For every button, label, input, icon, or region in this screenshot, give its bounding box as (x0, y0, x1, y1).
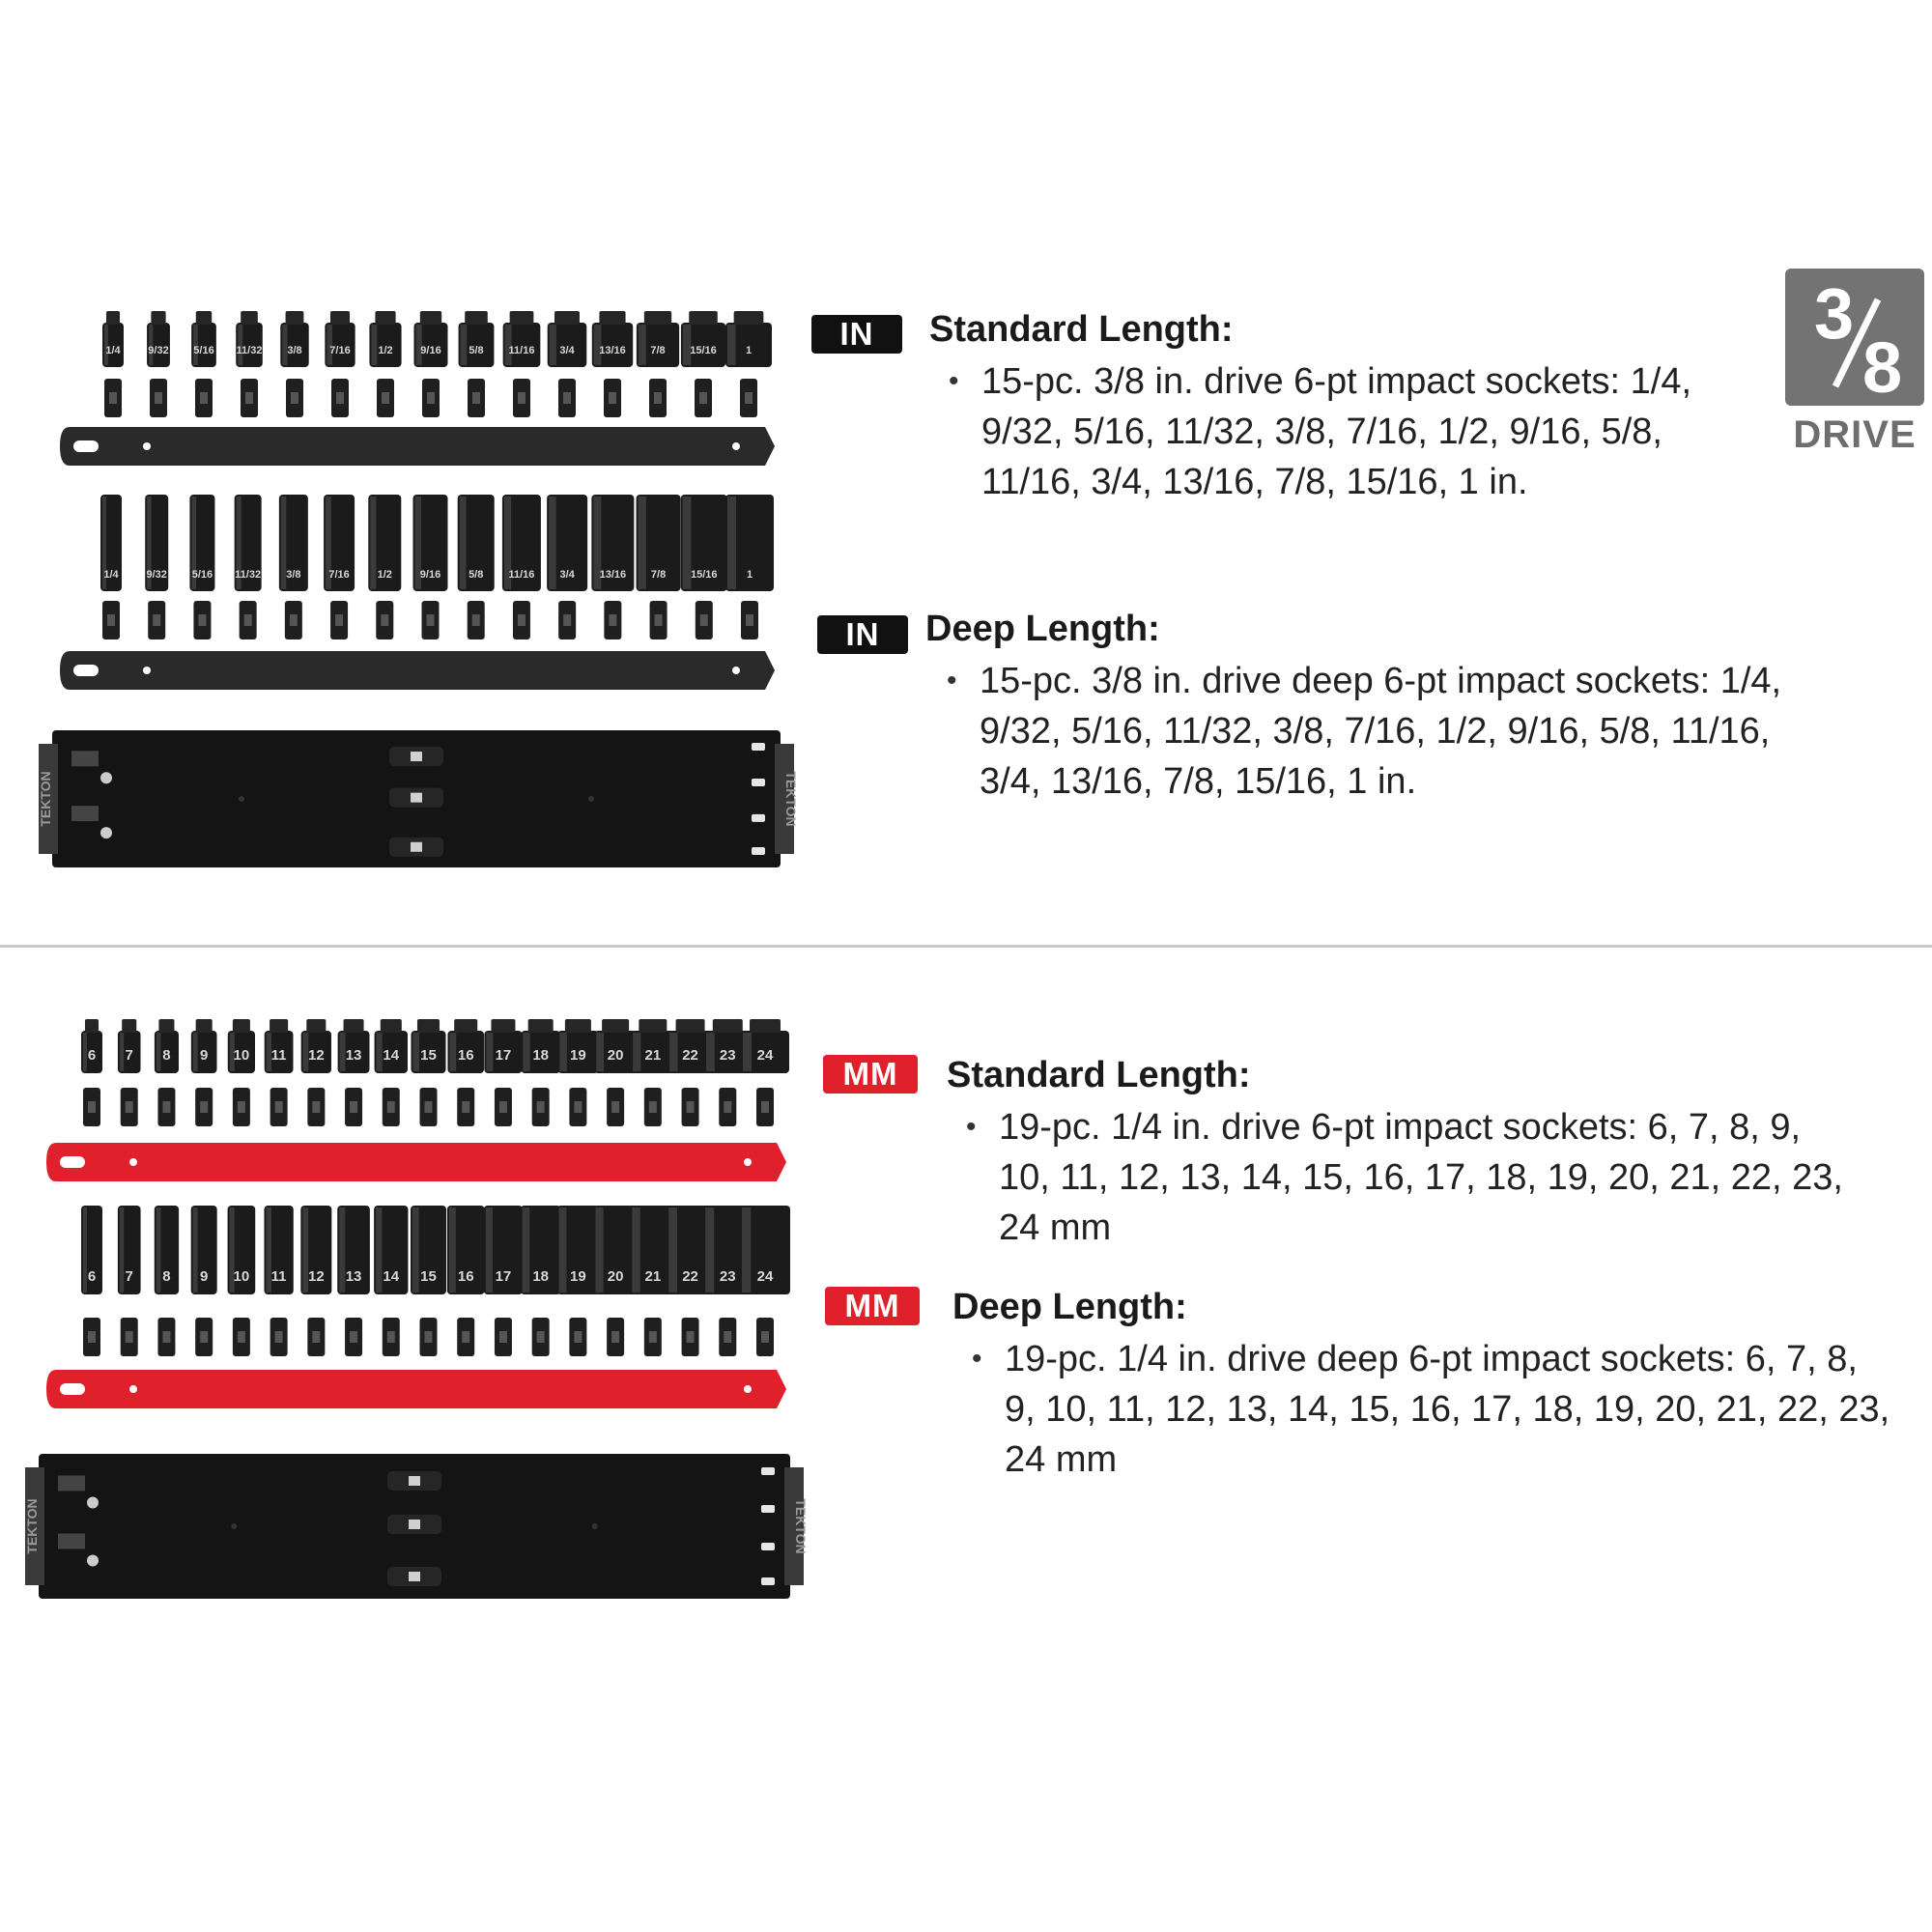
brand-mark: TEKTON (793, 1498, 809, 1554)
bullet-dot: • (949, 365, 959, 397)
bullet-dot: • (947, 665, 957, 696)
socket-clip-notch (290, 614, 298, 626)
socket-clip-notch (746, 614, 753, 626)
socket-neck (344, 1019, 364, 1033)
socket-neck (454, 1019, 477, 1033)
socket-neck (330, 311, 350, 325)
socket-size-label: 3/8 (287, 345, 302, 356)
socket-highlight (193, 1033, 198, 1071)
socket-neck (196, 311, 212, 325)
tray-hook (58, 1534, 85, 1549)
socket-clip-notch (462, 1331, 469, 1343)
socket-neck (599, 311, 625, 325)
socket-highlight (370, 497, 376, 589)
socket-neck (306, 1019, 326, 1033)
tray-hook (71, 806, 99, 821)
socket-neck (381, 1019, 402, 1033)
bullet-mm-deep (972, 1334, 1889, 1485)
socket-highlight (727, 325, 736, 365)
socket-highlight (639, 325, 646, 365)
brand-mark: TEKTON (783, 771, 799, 827)
socket-clip-notch (200, 1331, 208, 1343)
socket-clip-notch (238, 1331, 245, 1343)
socket-neck (734, 311, 764, 325)
socket-size-label: 18 (532, 1268, 550, 1285)
socket-highlight (486, 1033, 493, 1071)
tray-slot (752, 814, 765, 822)
rail-slot (73, 440, 99, 452)
bullet-text: 15-pc. 3/8 in. drive 6-pt impact sockets: 1/4, 9/32, 5/16, 11/32, 3/8, 7/16, 1/2, 9/16, 5/8, 11/16, 3/4, 13/16, 7/8, 15/16, 1 in. (981, 361, 1692, 502)
tray-dimple (231, 1523, 237, 1529)
socket-size-label: 1/4 (105, 345, 121, 356)
socket-clip-notch (472, 392, 480, 404)
socket-highlight (339, 1208, 345, 1293)
tray-clip-slot (411, 842, 422, 852)
tag-in-deep: IN (817, 615, 908, 654)
socket-clip-notch (574, 1331, 582, 1343)
rail-rivet (744, 1158, 752, 1166)
sae-deep-sockets (60, 495, 775, 690)
socket-size-label: 5/8 (469, 569, 484, 581)
socket-clip-notch (425, 1101, 433, 1113)
socket-size-label: 13/16 (599, 569, 627, 581)
socket-highlight (706, 1033, 715, 1071)
tray-slot (752, 743, 765, 751)
socket-size-label: 9/32 (146, 569, 167, 581)
socket-clip-notch (126, 1101, 133, 1113)
socket-clip-notch (109, 392, 117, 404)
socket-size-label: 13 (345, 1047, 362, 1064)
socket-size-label: 16 (457, 1047, 474, 1064)
socket-size-label: 1 (746, 569, 753, 581)
heading-mm-deep: Deep Length: (952, 1287, 1187, 1327)
socket-size-label: 20 (607, 1268, 624, 1285)
socket-size-label: 12 (307, 1047, 325, 1064)
socket-size-label: 22 (682, 1268, 698, 1285)
socket-rail (46, 1370, 786, 1408)
tray-clip-slot (409, 1476, 420, 1486)
bullet-text: 19-pc. 1/4 in. drive deep 6-pt impact sockets: 6, 7, 8, 9, 10, 11, 12, 13, 14, 15, 16, 17, 18, 19, 20, 21, 22, 23, 24 mm (1005, 1339, 1890, 1480)
socket-size-label: 7/8 (650, 569, 667, 581)
bullet-dot: • (972, 1343, 982, 1375)
socket-highlight (743, 1033, 752, 1071)
socket-highlight (449, 1208, 456, 1293)
socket-highlight (523, 1033, 529, 1071)
socket-highlight (340, 1033, 346, 1071)
bullet-in-deep (947, 656, 1781, 807)
socket-neck (85, 1019, 99, 1033)
brand-mark: TEKTON (24, 1498, 40, 1554)
socket-size-label: 3/4 (559, 569, 575, 581)
socket-clip-notch (312, 1331, 320, 1343)
socket-size-label: 6 (87, 1268, 97, 1285)
socket-neck (286, 311, 304, 325)
socket-clip-notch (335, 614, 343, 626)
socket-size-label: 7 (125, 1047, 133, 1064)
socket-highlight (413, 1033, 419, 1071)
socket-size-label: 7 (125, 1268, 133, 1285)
socket-highlight (461, 325, 468, 365)
socket-clip-notch (472, 614, 480, 626)
socket-size-label: 15/16 (691, 569, 718, 581)
socket-clip-notch (687, 1331, 695, 1343)
heading-in-deep: Deep Length: (925, 609, 1160, 649)
socket-size-label: 24 (756, 1268, 774, 1285)
socket-clip-notch (462, 1101, 469, 1113)
metric-deep-sockets (46, 1206, 790, 1408)
socket-neck (151, 311, 165, 325)
socket-neck (158, 1019, 174, 1033)
socket-clip-notch (655, 614, 663, 626)
bullet-in-standard (949, 356, 1691, 507)
socket-size-label: 11/16 (508, 345, 535, 356)
socket-clip-notch (499, 1331, 507, 1343)
socket-neck (241, 311, 258, 325)
socket-size-label: 8 (162, 1268, 171, 1285)
socket-size-label: 11/16 (508, 569, 535, 581)
rail-slot (60, 1383, 85, 1395)
brand-mark: TEKTON (38, 771, 53, 827)
socket-highlight (639, 497, 646, 589)
socket-clip-notch (350, 1101, 357, 1113)
socket-clip-notch (537, 1331, 545, 1343)
socket-highlight (193, 1208, 198, 1293)
socket-highlight (376, 1208, 382, 1293)
socket-highlight (632, 1208, 639, 1293)
socket-size-label: 5/8 (469, 345, 484, 356)
socket-size-label: 8 (162, 1047, 171, 1064)
tray-clip-slot (409, 1520, 420, 1529)
socket-clip-notch (649, 1101, 657, 1113)
socket-clip-notch (425, 1331, 433, 1343)
socket-clip-notch (611, 1101, 619, 1113)
socket-clip-notch (724, 1101, 731, 1113)
rail-rivet (129, 1385, 137, 1393)
socket-highlight (596, 1033, 604, 1071)
socket-size-label: 16 (457, 1268, 474, 1285)
rail-rivet (744, 1385, 752, 1393)
socket-highlight (550, 325, 556, 365)
drive-label: DRIVE (1793, 413, 1917, 456)
socket-clip-notch (155, 392, 162, 404)
rail-rivet (732, 442, 740, 450)
socket-neck (689, 311, 718, 325)
rail-rivet (129, 1158, 137, 1166)
socket-clip-notch (275, 1101, 283, 1113)
bullet-dot: • (966, 1111, 977, 1143)
socket-neck (510, 311, 534, 325)
socket-clip-notch (700, 614, 708, 626)
tray-slot (761, 1543, 775, 1550)
tray-slot (761, 1505, 775, 1513)
socket-neck (554, 311, 580, 325)
socket-clip-notch (336, 392, 344, 404)
socket-highlight (412, 1208, 419, 1293)
socket-highlight (156, 1033, 161, 1071)
socket-highlight (559, 1208, 567, 1293)
socket-clip-notch (537, 1101, 545, 1113)
socket-clip-notch (88, 1101, 96, 1113)
socket-highlight (120, 1208, 124, 1293)
socket-size-label: 21 (644, 1268, 662, 1285)
socket-size-label: 1/4 (103, 569, 119, 581)
socket-size-label: 10 (233, 1047, 250, 1064)
socket-clip-notch (107, 614, 115, 626)
socket-clip-notch (609, 392, 616, 404)
socket-clip-notch (649, 1331, 657, 1343)
badge-denominator: 8 (1862, 327, 1903, 406)
socket-clip-notch (387, 1101, 395, 1113)
tray-dimple (239, 796, 244, 802)
socket-neck (106, 311, 120, 325)
socket-size-label: 23 (719, 1268, 736, 1285)
socket-size-label: 1 (745, 345, 753, 356)
socket-clip-notch (609, 614, 616, 626)
socket-size-label: 22 (682, 1047, 698, 1064)
socket-rail (46, 1143, 786, 1181)
tray-screw (100, 772, 112, 783)
socket-size-label: 6 (87, 1047, 97, 1064)
socket-neck (233, 1019, 250, 1033)
socket-clip-notch (518, 392, 526, 404)
socket-highlight (549, 497, 556, 589)
socket-clip-notch (427, 392, 435, 404)
tray-screw (87, 1497, 99, 1509)
socket-size-label: 14 (383, 1047, 400, 1064)
socket-size-label: 11/32 (236, 345, 263, 356)
tray-dimple (588, 796, 594, 802)
socket-size-label: 17 (495, 1268, 512, 1285)
socket-size-label: 3/4 (559, 345, 575, 356)
socket-size-label: 1/2 (378, 345, 393, 356)
socket-highlight (727, 497, 736, 589)
socket-highlight (156, 1208, 161, 1293)
socket-highlight (120, 1033, 124, 1071)
socket-size-label: 12 (307, 1268, 325, 1285)
socket-highlight (633, 1033, 640, 1071)
heading-in-standard: Standard Length: (929, 309, 1234, 350)
socket-neck (420, 311, 441, 325)
bullet-text: 19-pc. 1/4 in. drive 6-pt impact sockets: 6, 7, 8, 9, 10, 11, 12, 13, 14, 15, 16, 17, 18, 19, 20, 21, 22, 23, 24 mm (999, 1107, 1843, 1248)
socket-clip-notch (153, 614, 160, 626)
metric-standard-sockets (46, 1019, 789, 1181)
socket-clip-notch (574, 1101, 582, 1113)
socket-neck (375, 311, 395, 325)
socket-clip-notch (162, 1331, 170, 1343)
tray-slot (752, 779, 765, 786)
rail-rivet (143, 667, 151, 674)
rail-slot (73, 665, 99, 676)
socket-size-label: 11 (270, 1268, 287, 1285)
tray-slot (752, 847, 765, 855)
rail-slot (60, 1156, 85, 1168)
socket-clip-notch (200, 1101, 208, 1113)
bullet-mm-standard (966, 1102, 1843, 1253)
socket-size-label: 19 (570, 1268, 586, 1285)
socket-size-label: 15 (420, 1268, 437, 1285)
tray-clip-slot (411, 752, 422, 761)
socket-neck (750, 1019, 781, 1033)
socket-neck (465, 311, 488, 325)
bullet-text: 15-pc. 3/8 in. drive deep 6-pt impact sockets: 1/4, 9/32, 5/16, 11/32, 3/8, 7/16, 1/2, 9/16, 5/8, 11/16, 3/4, 13/16, 7/8, 15/16, 1 in. (980, 661, 1782, 802)
socket-neck (676, 1019, 705, 1033)
socket-clip-notch (244, 614, 252, 626)
tray-dimple (592, 1523, 598, 1529)
socket-size-label: 9/32 (148, 345, 169, 356)
socket-highlight (486, 1208, 493, 1293)
socket-neck (196, 1019, 213, 1033)
socket-neck (417, 1019, 440, 1033)
socket-clip-notch (745, 392, 753, 404)
socket-clip-notch (611, 1331, 619, 1343)
socket-clip-notch (291, 392, 298, 404)
socket-clip-notch (200, 392, 208, 404)
tray-screw (100, 827, 112, 838)
tray-slot (761, 1577, 775, 1585)
socket-size-label: 10 (233, 1268, 250, 1285)
socket-size-label: 9/16 (419, 569, 441, 581)
tray-slot (761, 1467, 775, 1475)
socket-clip-notch (275, 1331, 283, 1343)
socket-size-label: 9 (199, 1268, 209, 1285)
socket-highlight (669, 1033, 677, 1071)
socket-neck (713, 1019, 743, 1033)
socket-size-label: 20 (607, 1047, 624, 1064)
socket-highlight (377, 1033, 383, 1071)
socket-clip-notch (126, 1331, 133, 1343)
socket-clip-notch (238, 1101, 245, 1113)
socket-neck (639, 1019, 667, 1033)
socket-highlight (83, 1033, 87, 1071)
socket-clip-notch (245, 392, 253, 404)
socket-size-label: 13 (345, 1268, 362, 1285)
socket-clip-notch (724, 1331, 731, 1343)
tag-mm-standard: MM (823, 1055, 918, 1094)
socket-clip-notch (518, 614, 526, 626)
socket-highlight (449, 1033, 456, 1071)
socket-size-label: 7/16 (328, 569, 350, 581)
socket-clip-notch (654, 392, 662, 404)
socket-clip-notch (350, 1331, 357, 1343)
rail-rivet (732, 667, 740, 674)
socket-size-label: 21 (644, 1047, 662, 1064)
drive-size-badge (1785, 269, 1924, 406)
socket-size-label: 24 (756, 1047, 774, 1064)
socket-clip-notch (687, 1101, 695, 1113)
heading-mm-standard: Standard Length: (947, 1055, 1251, 1095)
socket-rail (60, 651, 775, 690)
socket-clip-notch (563, 392, 571, 404)
socket-clip-notch (699, 392, 707, 404)
socket-highlight (83, 1208, 87, 1293)
socket-neck (602, 1019, 629, 1033)
tray-hook (58, 1476, 85, 1492)
socket-highlight (559, 1033, 567, 1071)
socket-size-label: 17 (495, 1047, 512, 1064)
socket-clip-notch (381, 614, 388, 626)
socket-clip-notch (563, 614, 571, 626)
tag-in-standard: IN (811, 315, 902, 354)
socket-size-label: 23 (719, 1047, 736, 1064)
socket-highlight (742, 1208, 751, 1293)
tag-mm-deep: MM (825, 1287, 920, 1325)
socket-highlight (668, 1208, 677, 1293)
socket-highlight (371, 325, 377, 365)
socket-highlight (595, 1208, 603, 1293)
socket-size-label: 11/32 (235, 569, 262, 581)
socket-neck (122, 1019, 136, 1033)
socket-neck (491, 1019, 515, 1033)
badge-numerator: 3 (1814, 273, 1855, 354)
tray-clip-slot (409, 1572, 420, 1581)
socket-rail (60, 427, 775, 466)
socket-size-label: 15 (420, 1047, 437, 1064)
tray-screw (87, 1555, 99, 1567)
socket-size-label: 11 (270, 1047, 287, 1064)
socket-highlight (705, 1208, 714, 1293)
socket-neck (644, 311, 671, 325)
socket-size-label: 9 (199, 1047, 209, 1064)
socket-clip-notch (312, 1101, 320, 1113)
socket-size-label: 19 (570, 1047, 586, 1064)
socket-size-label: 9/16 (420, 345, 441, 356)
tray-clip-slot (411, 793, 422, 803)
socket-clip-notch (761, 1331, 769, 1343)
socket-neck (565, 1019, 591, 1033)
socket-clip-notch (499, 1101, 507, 1113)
socket-size-label: 14 (383, 1268, 400, 1285)
section-divider (0, 945, 1932, 948)
socket-clip-notch (387, 1331, 395, 1343)
socket-neck (270, 1019, 288, 1033)
socket-highlight (460, 497, 467, 589)
socket-clip-notch (427, 614, 435, 626)
sae-standard-sockets (60, 311, 775, 466)
socket-size-label: 5/16 (191, 569, 213, 581)
socket-clip-notch (162, 1101, 170, 1113)
tray-hook (71, 751, 99, 766)
socket-size-label: 5/16 (193, 345, 214, 356)
socket-size-label: 3/8 (286, 569, 301, 581)
socket-size-label: 18 (532, 1047, 550, 1064)
socket-size-label: 1/2 (377, 569, 392, 581)
rail-rivet (143, 442, 151, 450)
socket-highlight (523, 1208, 530, 1293)
socket-size-label: 7/8 (650, 345, 666, 356)
socket-size-label: 13/16 (599, 345, 626, 356)
socket-clip-notch (761, 1101, 769, 1113)
socket-clip-notch (198, 614, 206, 626)
socket-size-label: 7/16 (329, 345, 351, 356)
socket-neck (528, 1019, 554, 1033)
socket-clip-notch (88, 1331, 96, 1343)
socket-clip-notch (382, 392, 389, 404)
socket-size-label: 15/16 (690, 345, 717, 356)
